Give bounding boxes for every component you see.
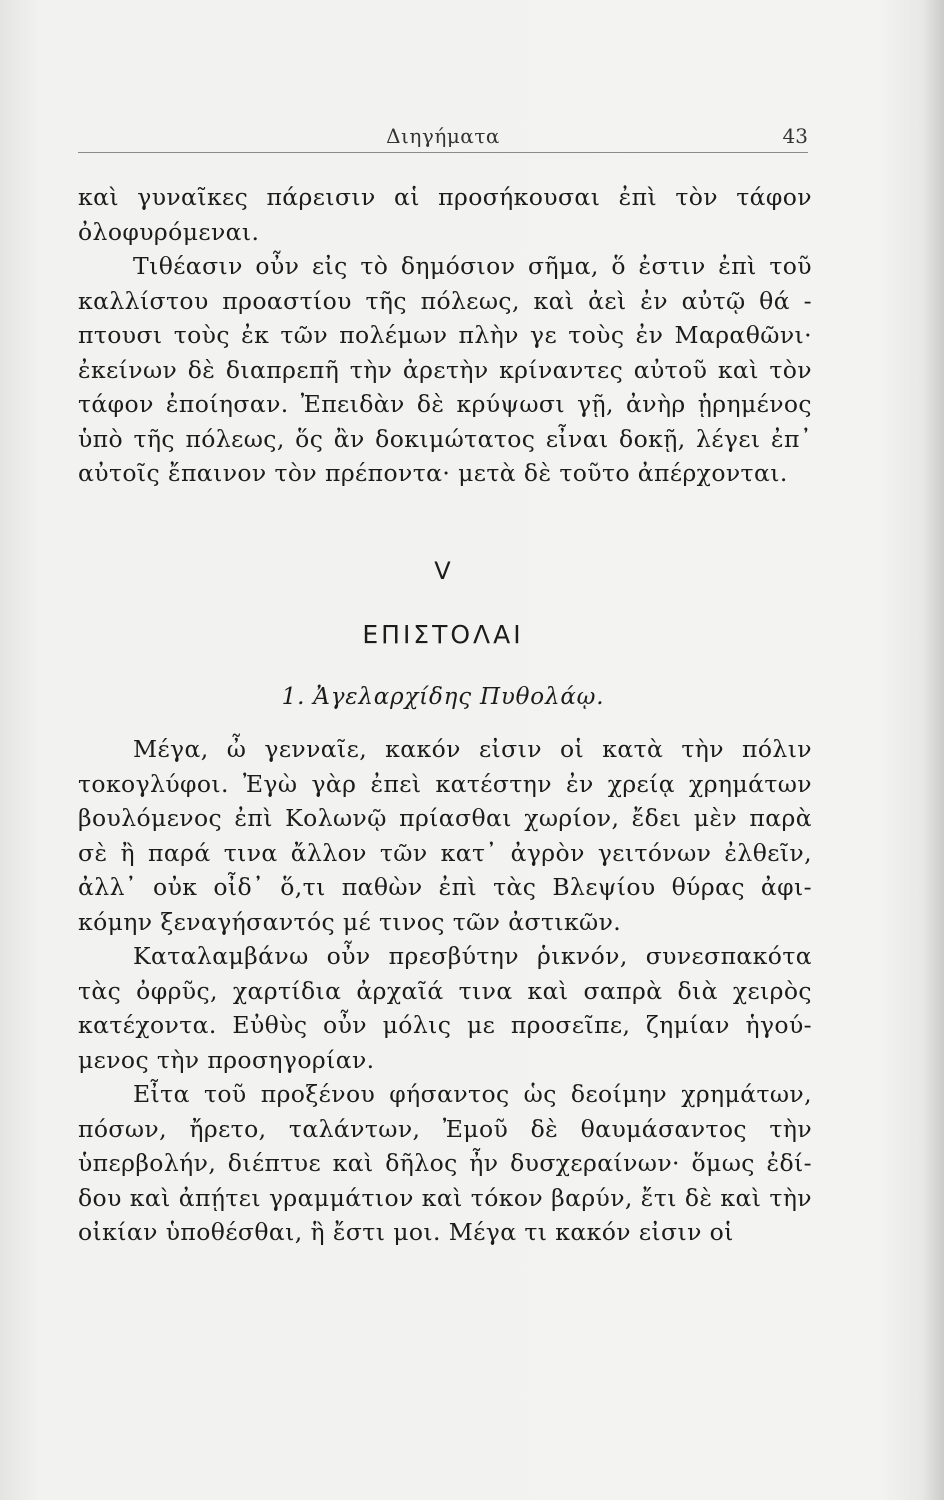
paragraph: Μέγα, ὦ γενναῖε, κακόν εἰσιν οἱ κατὰ τὴν πόλιν τοκογλύφοι. Ἐγὼ γὰρ ἐπεὶ κατέστην ἐν χρείᾳ χρημάτων βουλόμενος ἐπὶ Κολωνῷ πρίασθαι χωρίον, ἔδει μὲν παρὰ σὲ ἢ παρά τινα ἄλλον τῶν κατ᾽ ἀγρὸν γειτόνων ἐλθεῖν, ἀλλ᾽ οὐκ οἶδ᾽ ὅ,τι παθὼν ἐπὶ τὰς Βλεψίου θύρας ἀφι- κόμην ξεναγήσαντός μέ τινος τῶν ἀστικῶν. [78, 735, 812, 936]
section-title: ΕΠΙΣΤΟΛΑΙ [362, 620, 524, 649]
letter-heading: 1. Ἀγελαρχίδης Πυθολάῳ. [281, 684, 605, 710]
text-block-continuation [78, 180, 812, 491]
page-header [78, 124, 808, 154]
page-number: 43 [782, 124, 808, 148]
paragraph: καὶ γυναῖκες πάρεισιν αἱ προσήκουσαι ἐπὶ τὸν τάφον ὀλοφυρόμεναι. [78, 183, 812, 246]
section-numeral: V [434, 557, 452, 585]
letter-body [78, 732, 812, 1250]
paragraph: Καταλαμβάνω οὖν πρεσβύτην ῥικνόν, συνεσπακότα τὰς ὀφρῦς, χαρτίδια ἀρχαῖά τινα καὶ σαπρὰ διὰ χειρὸς κατέχοντα. Εὐθὺς οὖν μόλις με προσεῖπε, ζημίαν ἡγού- μενος τὴν προσηγορίαν. [78, 942, 812, 1074]
page-edge-shadow [922, 0, 944, 1500]
running-title: Διηγήματα [386, 124, 500, 148]
paragraph: Τιθέασιν οὖν εἰς τὸ δημόσιον σῆμα, ὅ ἐστιν ἐπὶ τοῦ καλλίστου προαστίου τῆς πόλεως, καὶ ἀεὶ ἐν αὐτῷ θά - πτουσι τοὺς ἐκ τῶν πολέμων πλὴν γε τοὺς ἐν Μαραθῶνι· ἐκείνων δὲ διαπρεπῆ τὴν ἀρετὴν κρίναντες αὐτοῦ καὶ τὸν τάφον ἐποίησαν. Ἐπειδὰν δὲ κρύψωσι γῇ, ἀνὴρ ᾑρημένος ὑπὸ τῆς πόλεως, ὅς ἂν δοκιμώτατος εἶναι δοκῇ, λέγει ἐπ᾽ αὐτοῖς ἔπαινον τὸν πρέποντα· μετὰ δὲ τοῦτο ἀπέρχονται. [78, 252, 812, 487]
paragraph: Εἶτα τοῦ προξένου φήσαντος ὡς δεοίμην χρημάτων, πόσων, ἤρετο, ταλάντων, Ἐμοῦ δὲ θαυμάσαντος τὴν ὑπερβολήν, διέπτυε καὶ δῆλος ἦν δυσχεραίνων· ὅμως ἐδί- δου καὶ ἀπῄτει γραμμάτιον καὶ τόκον βαρύν, ἔτι δὲ καὶ τὴν οἰκίαν ὑποθέσθαι, ἣ ἔστι μοι. Μέγα τι κακόν εἰσιν οἱ [78, 1080, 812, 1246]
header-rule [78, 152, 808, 153]
